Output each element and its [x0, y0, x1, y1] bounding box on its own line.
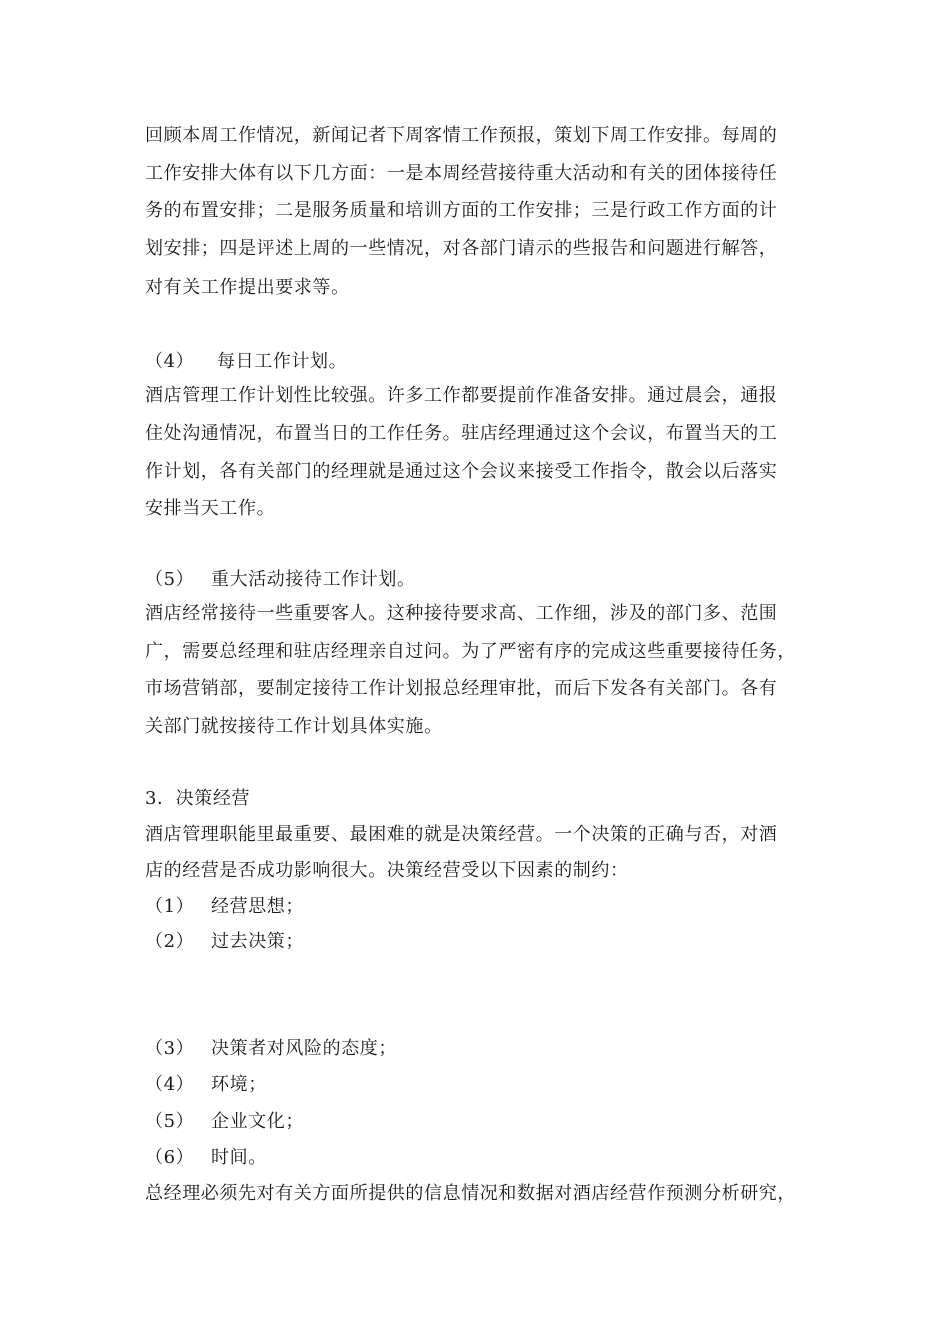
paragraph-line: 酒店经常接待一些重要客人。这种接待要求高、工作细，涉及的部门多、范围 — [145, 603, 778, 624]
section-heading-decision: 3．决策经营 — [145, 788, 251, 809]
paragraph-line: 关部门就按接待工作计划具体实施。 — [145, 716, 443, 737]
paragraph-line: 酒店管理工作计划性比较强。许多工作都要提前作准备安排。通过晨会，通报 — [145, 385, 778, 406]
list-item — [145, 1037, 397, 1061]
paragraph-line: 回顾本周工作情况，新闻记者下周客情工作预报，策划下周工作安排。每周的 — [145, 125, 778, 146]
item-number: （6） — [145, 1147, 195, 1168]
paragraph-line: 划安排；四是评述上周的一些情况，对各部门请示的些报告和问题进行解答， — [145, 238, 778, 259]
item-text: 决策者对风险的态度； — [211, 1038, 397, 1059]
item-number: （1） — [145, 896, 195, 917]
paragraph-line: 务的布置安排；二是服务质量和培训方面的工作安排；三是行政工作方面的计 — [145, 200, 778, 221]
list-item — [145, 930, 304, 954]
item-number: （2） — [145, 931, 195, 952]
item-text: 经营思想； — [211, 896, 304, 917]
section-heading-daily — [145, 350, 347, 374]
paragraph-line: 对有关工作提出要求等。 — [145, 277, 350, 298]
item-text: 企业文化； — [211, 1111, 304, 1132]
paragraph-line: 店的经营是否成功影响很大。决策经营受以下因素的制约： — [145, 860, 629, 881]
paragraph-line: 酒店管理职能里最重要、最困难的就是决策经营。一个决策的正确与否，对酒 — [145, 824, 778, 845]
list-item — [145, 1146, 267, 1170]
paragraph-line: 工作安排大体有以下几方面：一是本周经营接待重大活动和有关的团体接待任 — [145, 163, 778, 184]
item-title: 每日工作计划。 — [217, 351, 348, 372]
paragraph-line: 作计划，各有关部门的经理就是通过这个会议来接受工作指令，散会以后落实 — [145, 461, 778, 482]
item-text: 过去决策； — [211, 931, 304, 952]
item-number: （4） — [145, 351, 195, 372]
paragraph-line: 住处沟通情况，布置当日的工作任务。驻店经理通过这个会议，布置当天的工 — [145, 423, 778, 444]
item-text: 环境； — [211, 1074, 267, 1095]
paragraph-line: 安排当天工作。 — [145, 498, 276, 519]
list-item — [145, 895, 304, 919]
paragraph-line: 广，需要总经理和驻店经理亲自过问。为了严密有序的完成这些重要接待任务， — [145, 641, 796, 662]
list-item — [145, 1073, 267, 1097]
paragraph-line: 市场营销部，要制定接待工作计划报总经理审批，而后下发各有关部门。各有 — [145, 678, 778, 699]
paragraph-line: 总经理必须先对有关方面所提供的信息情况和数据对酒店经营作预测分析研究， — [145, 1183, 796, 1204]
list-item — [145, 1110, 304, 1134]
item-number: （5） — [145, 1111, 195, 1132]
item-text: 时间。 — [211, 1147, 267, 1168]
item-number: （3） — [145, 1038, 195, 1059]
item-number: （4） — [145, 1074, 195, 1095]
item-number: （5） — [145, 569, 195, 590]
item-title: 重大活动接待工作计划。 — [211, 569, 416, 590]
section-heading-major — [145, 568, 416, 592]
